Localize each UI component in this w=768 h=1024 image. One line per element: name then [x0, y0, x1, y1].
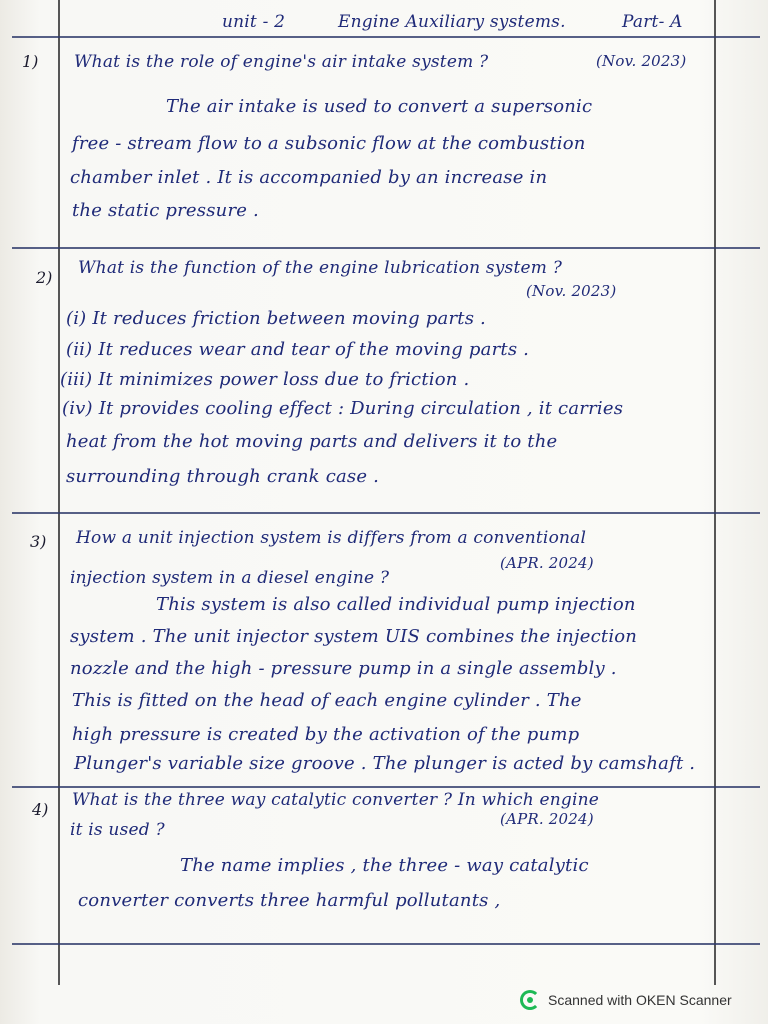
answer-line: (i) It reduces friction between moving parts .: [66, 308, 486, 329]
question-text: What is the role of engine's air intake system ?: [74, 52, 489, 72]
question-date: (APR. 2024): [500, 554, 594, 572]
question-text: it is used ?: [70, 820, 165, 840]
page-title: Engine Auxiliary systems.: [338, 12, 566, 32]
question-number: 1): [22, 52, 39, 71]
answer-line: The air intake is used to convert a supersonic: [166, 96, 593, 117]
question-text: What is the three way catalytic converter ? In which engine: [72, 790, 600, 810]
left-margin-line: [58, 0, 60, 985]
answer-line: Plunger's variable size groove . The plunger is acted by camshaft .: [74, 753, 696, 774]
unit-label: unit - 2: [222, 12, 286, 32]
question-date: (Nov. 2023): [596, 52, 687, 70]
question-date: (APR. 2024): [500, 810, 594, 828]
answer-line: (iv) It provides cooling effect : During circulation , it carries: [62, 398, 624, 419]
answer-line: the static pressure .: [72, 200, 259, 221]
section-divider-2: [12, 512, 760, 514]
scanner-watermark: [520, 990, 732, 1010]
answer-line: This is fitted on the head of each engine cylinder . The: [72, 690, 582, 711]
answer-line: chamber inlet . It is accompanied by an increase in: [70, 167, 548, 188]
answer-line: (ii) It reduces wear and tear of the moving parts .: [66, 339, 530, 360]
header-rule: [12, 36, 760, 38]
answer-line: heat from the hot moving parts and delivers it to the: [66, 431, 558, 452]
oken-scanner-logo-icon: [520, 990, 540, 1010]
answer-line: surrounding through crank case .: [66, 466, 380, 487]
answer-line: (iii) It minimizes power loss due to friction .: [60, 369, 470, 390]
answer-line: converter converts three harmful pollutants ,: [78, 890, 501, 911]
question-number: 4): [32, 800, 49, 819]
answer-line: high pressure is created by the activation of the pump: [72, 724, 580, 745]
scanner-watermark-text: Scanned with OKEN Scanner: [548, 992, 732, 1008]
question-text: What is the function of the engine lubrication system ?: [78, 258, 563, 278]
footer-rule: [12, 943, 760, 945]
question-number: 3): [30, 532, 47, 551]
part-label: Part- A: [622, 12, 683, 32]
answer-line: free - stream flow to a subsonic flow at the combustion: [72, 133, 586, 154]
right-margin-line: [714, 0, 716, 985]
answer-line: nozzle and the high - pressure pump in a single assembly .: [70, 658, 617, 679]
question-text: How a unit injection system is differs from a conventional: [76, 528, 587, 548]
question-date: (Nov. 2023): [526, 282, 617, 300]
section-divider-3: [12, 786, 760, 788]
question-text: injection system in a diesel engine ?: [70, 568, 390, 588]
answer-line: system . The unit injector system UIS combines the injection: [70, 626, 638, 647]
question-number: 2): [36, 268, 53, 287]
answer-line: The name implies , the three - way catalytic: [180, 855, 589, 876]
section-divider-1: [12, 247, 760, 249]
answer-line: This system is also called individual pump injection: [156, 594, 636, 615]
